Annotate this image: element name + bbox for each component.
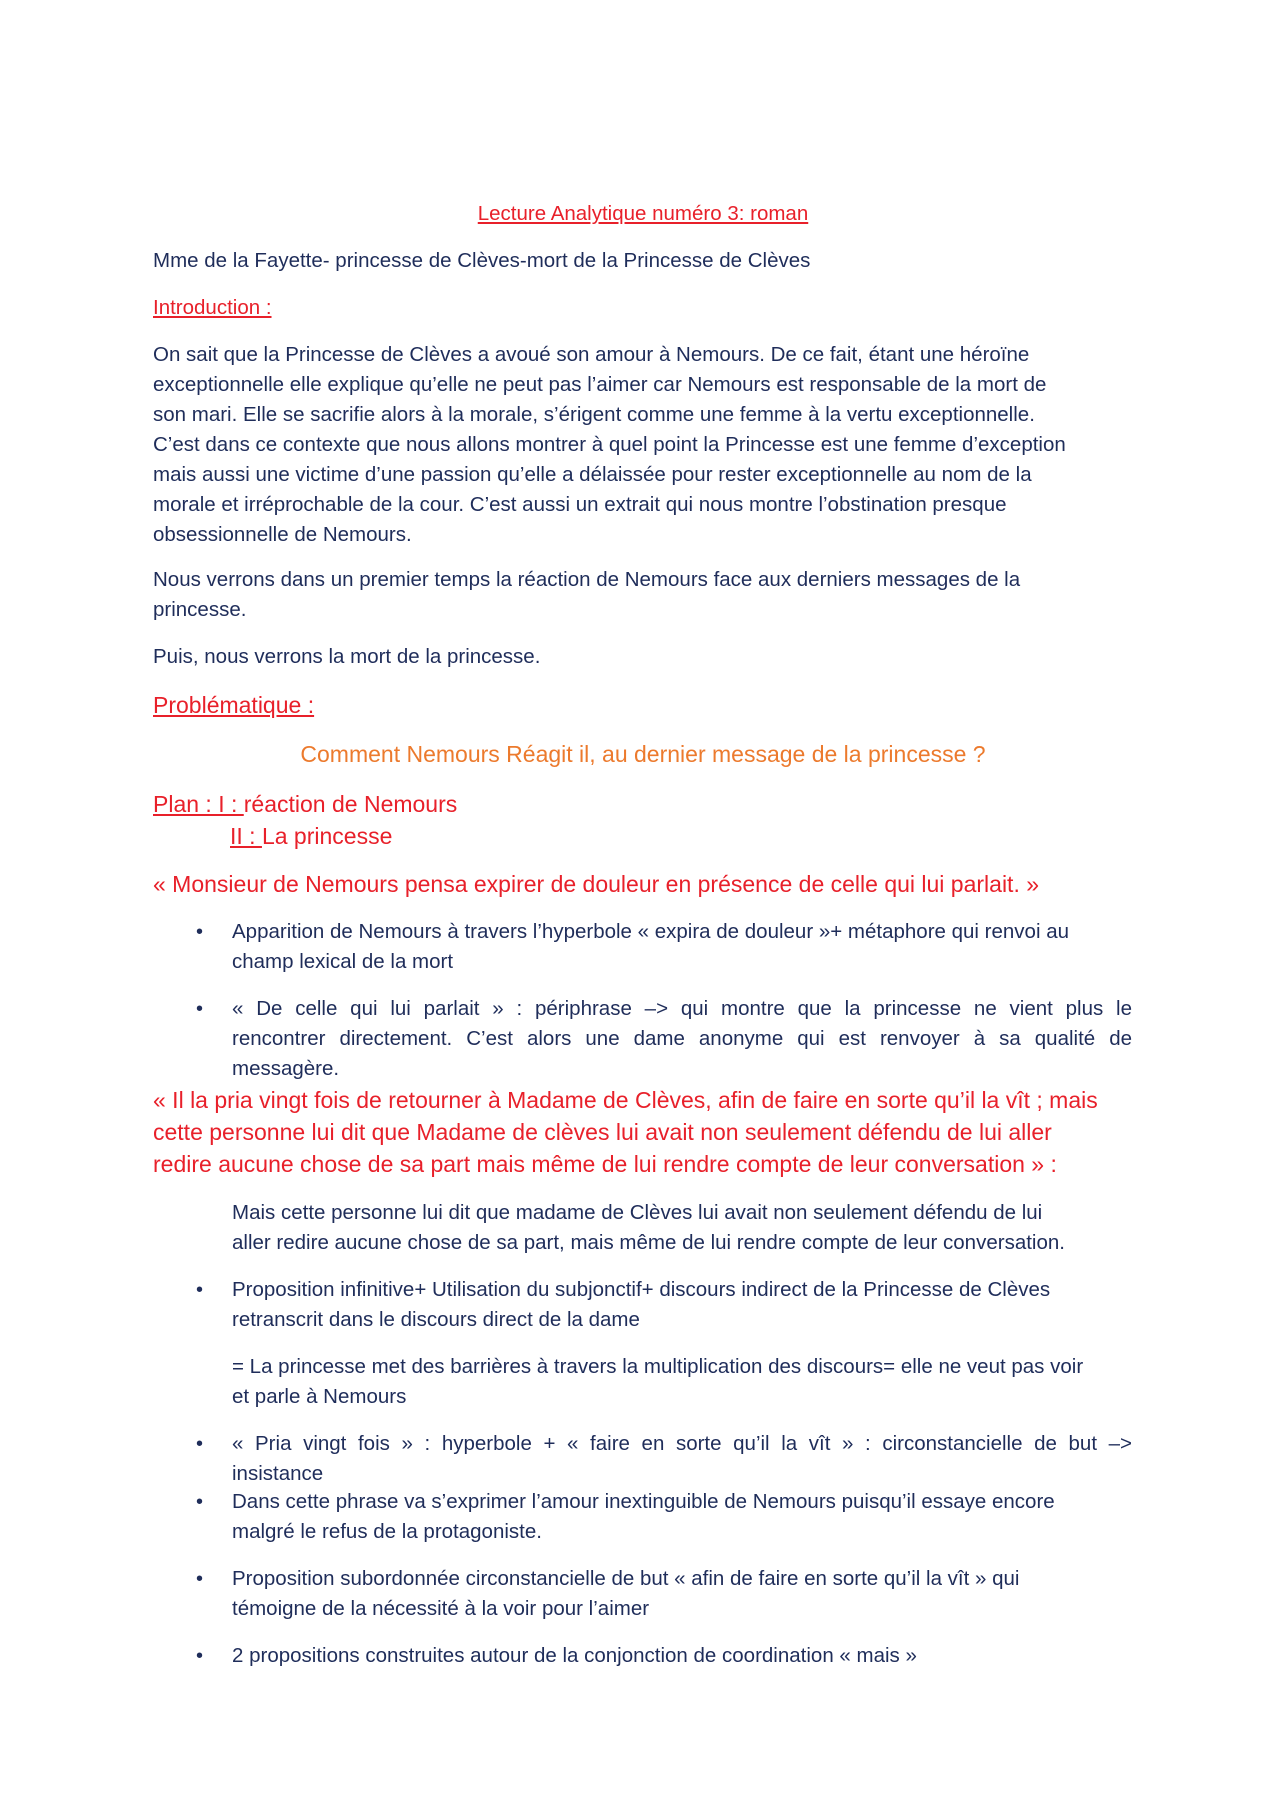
bullet-item: Proposition infinitive+ Utilisation du subjonctif+ discours indirect de la Princesse de Clèves retranscrit dans le discours direct de la dame	[232, 1278, 1051, 1331]
intro-line: obsessionnelle de Nemours.	[153, 523, 412, 546]
intro-line: morale et irréprochable de la cour. C’est aussi un extrait qui nous montre l’obstination presque	[153, 493, 1007, 516]
intro-line: son mari. Elle se sacrifie alors à la morale, s’érigent comme une femme à la vertu exceptionnelle.	[153, 403, 1035, 426]
problematique-question: Comment Nemours Réagit il, au dernier message de la princesse ?	[300, 741, 986, 767]
intro-plan-paragraph	[153, 565, 1133, 625]
introduction-paragraph	[153, 340, 1133, 550]
problematique-heading: Problématique :	[153, 692, 315, 718]
bullet-marker: •	[196, 998, 204, 1020]
bullet-marker: •	[196, 1433, 204, 1455]
quote-2: « Il la pria vingt fois de retourner à Madame de Clèves, afin de faire en sorte qu’il la vît ; mais cette personne lui dit que Madame de clèves lui avait non seulement défendu de lui aller redire aucune chose de sa part mais même de lui rendre compte de leur conversation » :	[153, 1087, 1098, 1177]
bullet-marker: •	[196, 1645, 204, 1667]
bullet-item: « Pria vingt fois » : hyperbole + « faire en sorte qu’il la vît » : circonstancielle de but –> insistance	[232, 1432, 1132, 1485]
intro-line: C’est dans ce contexte que nous allons montrer à quel point la Princesse est une femme d’exception	[153, 433, 1066, 456]
bullet-item: Apparition de Nemours à travers l’hyperbole « expira de douleur »+ métaphore qui renvoi au champ lexical de la mort	[232, 920, 1070, 973]
plan-part-2: La princesse	[261, 823, 393, 849]
bullet-marker: •	[196, 921, 204, 943]
plan-line-1	[153, 788, 1133, 820]
bullet-item: 2 propositions construites autour de la conjonction de coordination « mais »	[232, 1644, 917, 1667]
intro-plan-line: Nous verrons dans un premier temps la réaction de Nemours face aux derniers messages de la	[153, 568, 1021, 591]
plan-part-1: réaction de Nemours	[243, 791, 458, 817]
bullet-marker: •	[196, 1491, 204, 1513]
bullet-item: « De celle qui lui parlait » : périphrase –> qui montre que la princesse ne vient plus le rencontrer directement. C’est alors une dame anonyme qui est renvoyer à sa qualité de messagère.	[232, 997, 1132, 1080]
plan-line-2	[230, 820, 1130, 852]
bullet-item: Dans cette phrase va s’exprimer l’amour inextinguible de Nemours puisqu’il essaye encore malgré le refus de la protagoniste.	[232, 1490, 1055, 1543]
quote-1: « Monsieur de Nemours pensa expirer de douleur en présence de celle qui lui parlait. »	[153, 871, 1040, 897]
intro-line: exceptionnelle elle explique qu’elle ne peut pas l’aimer car Nemours est responsable de la mort de	[153, 373, 1047, 396]
intro-line: On sait que la Princesse de Clèves a avoué son amour à Nemours. De ce fait, étant une héroïne	[153, 343, 1030, 366]
bullet-marker: •	[196, 1279, 204, 1301]
intro-then-paragraph: Puis, nous verrons la mort de la princesse.	[153, 645, 541, 668]
intro-plan-line: princesse.	[153, 598, 247, 621]
indented-quote: Mais cette personne lui dit que madame de Clèves lui avait non seulement défendu de lui aller redire aucune chose de sa part, mais même de lui rendre compte de leur conversation.	[232, 1201, 1065, 1254]
plan-label: Plan : I :	[153, 791, 244, 817]
introduction-heading: Introduction :	[153, 296, 272, 319]
analysis-note: = La princesse met des barrières à travers la multiplication des discours= elle ne veut pas voir et parle à Nemours	[232, 1355, 1084, 1408]
bullet-marker: •	[196, 1568, 204, 1590]
document-subtitle: Mme de la Fayette- princesse de Clèves-mort de la Princesse de Clèves	[153, 249, 811, 272]
plan-part-2-label: II :	[230, 823, 262, 849]
intro-line: mais aussi une victime d’une passion qu’elle a délaissée pour rester exceptionnelle au nom de la	[153, 463, 1032, 486]
document-title: Lecture Analytique numéro 3: roman	[477, 202, 809, 225]
bullet-item: Proposition subordonnée circonstancielle de but « afin de faire en sorte qu’il la vît » qui témoigne de la nécessité à la voir pour l’aimer	[232, 1567, 1020, 1620]
